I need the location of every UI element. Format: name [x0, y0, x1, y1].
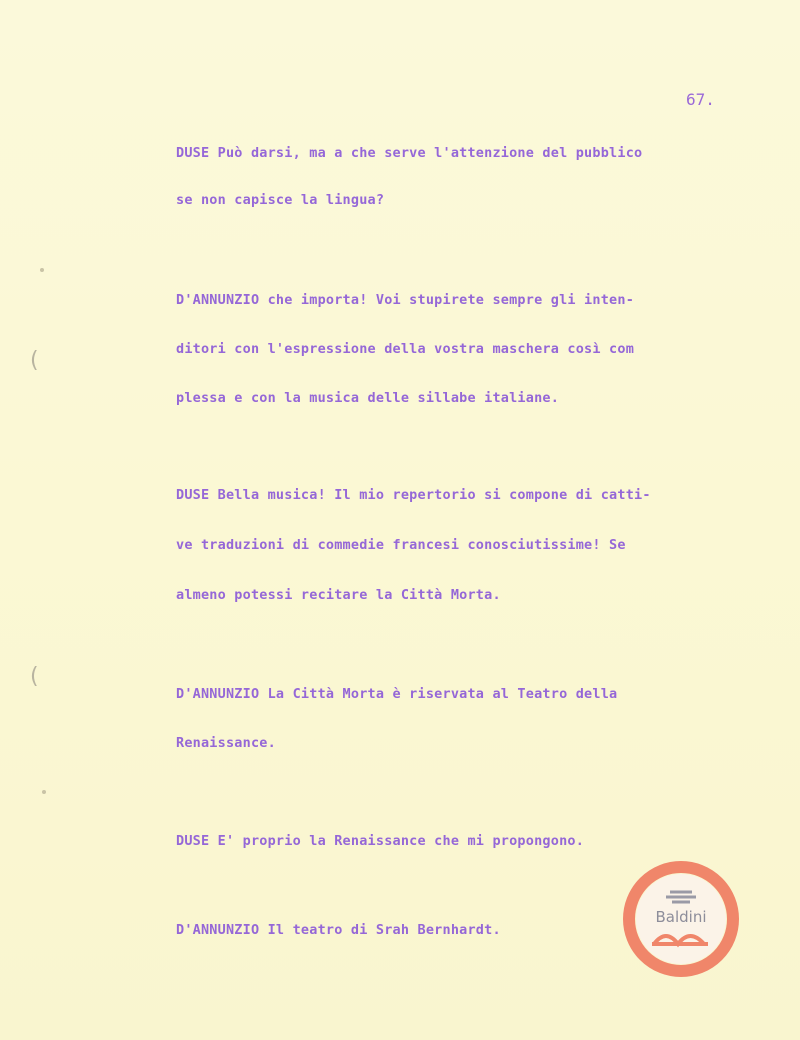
baldini-logo-stamp: [622, 860, 740, 978]
text-line: ve traduzioni di commedie francesi conosciutissime! Se: [176, 537, 626, 553]
margin-mark: (: [30, 664, 39, 689]
text-line: DUSE E' proprio la Renaissance che mi propongono.: [176, 833, 585, 849]
text-line: D'ANNUNZIO che importa! Voi stupirete sempre gli inten-: [176, 292, 635, 308]
text-line: DUSE Bella musica! Il mio repertorio si compone di catti-: [176, 487, 651, 503]
text-line: ditori con l'espressione della vostra maschera così com: [176, 341, 635, 357]
svg-text:Baldini: Baldini: [655, 908, 707, 926]
text-line: Renaissance.: [176, 735, 276, 751]
text-line: DUSE Può darsi, ma a che serve l'attenzione del pubblico: [176, 145, 643, 161]
text-line: D'ANNUNZIO Il teatro di Srah Bernhardt.: [176, 922, 501, 938]
page-number: 67.: [686, 90, 715, 109]
margin-mark: (: [30, 348, 39, 373]
text-line: plessa e con la musica delle sillabe italiane.: [176, 390, 560, 406]
text-line: almeno potessi recitare la Città Morta.: [176, 587, 501, 603]
paper-speck: [40, 268, 44, 272]
text-line: se non capisce la lingua?: [176, 192, 385, 208]
paper-speck: [42, 790, 46, 794]
text-line: D'ANNUNZIO La Città Morta è riservata al Teatro della: [176, 686, 618, 702]
